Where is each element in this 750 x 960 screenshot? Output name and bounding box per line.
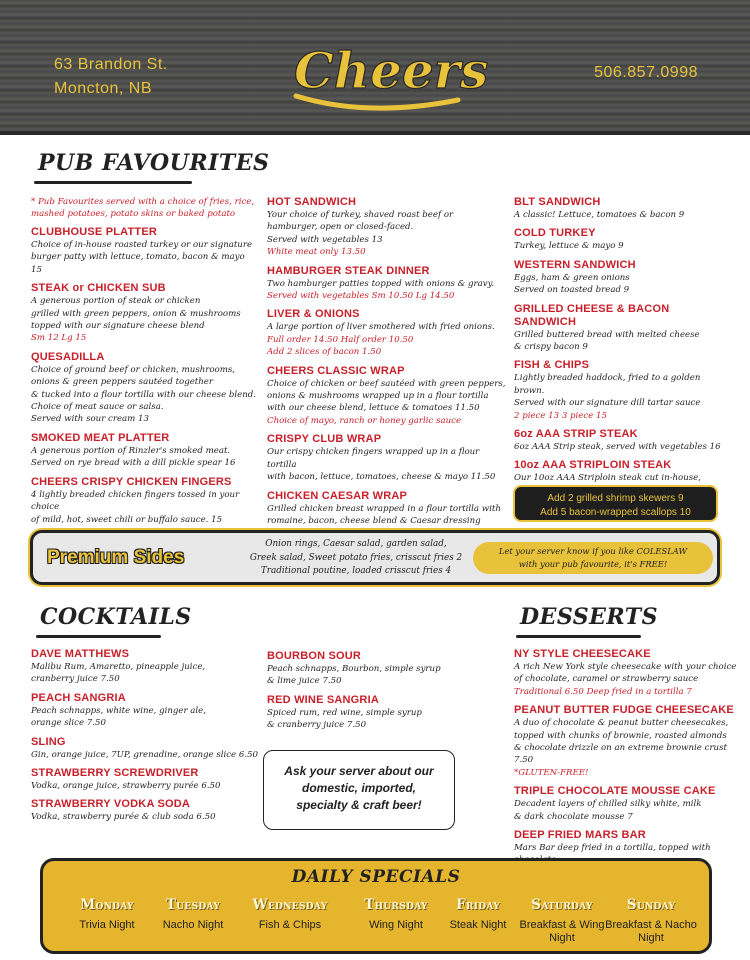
item-desc: cranberry juice 7.50 [31, 674, 120, 685]
item-desc: Served with vegetables 13 [267, 234, 383, 245]
daily-specials-title: DAILY SPECIALS [291, 867, 461, 887]
item-desc: burger patty with lettuce, tomato, bacon & mayo [31, 252, 245, 263]
day-special [601, 897, 701, 945]
item-price: Full order 14.50 Half order 10.50 [267, 334, 414, 345]
item-name: COLD TURKEY [514, 227, 596, 240]
day-special-text: Fish & Chips [258, 919, 322, 931]
menu-item [31, 798, 261, 823]
day-special [240, 897, 340, 932]
menu-item [31, 476, 256, 526]
phone-number: 506.857.0998 [594, 64, 698, 81]
item-name: DAVE MATTHEWS [31, 648, 130, 660]
item-desc: 6oz AAA Strip steak, served with vegetables 16 [514, 442, 721, 453]
item-desc: of mild, hot, sweet chili or buffalo sauce. 15 [31, 514, 223, 525]
item-desc: with our cheese blend, lettuce & tomatoes 11.50 [267, 403, 480, 414]
item-name: CRISPY CLUB WRAP [267, 433, 382, 446]
item-name: BOURBON SOUR [267, 650, 362, 662]
menu-item [31, 648, 261, 686]
item-name: WESTERN SANDWICH [514, 258, 636, 271]
item-desc: A rich New York style cheesecake with your choice [514, 662, 737, 672]
item-desc: A generous portion of Rinzler's smoked meat. [31, 445, 231, 456]
menu-item [267, 365, 507, 428]
item-name: DEEP FRIED MARS BAR [514, 829, 646, 842]
sides-line: Traditional poutine, loaded crisscut fries 4 [260, 566, 452, 576]
item-desc: Vodka, strawberry purée & club soda 6.50 [31, 812, 216, 823]
item-desc: onions & green peppers sautéed together [31, 377, 213, 388]
item-desc: topped with chunks of brownie, roasted almonds [514, 730, 727, 741]
coleslaw-note [473, 542, 713, 574]
item-desc: Eggs, ham & green onions [514, 272, 630, 283]
menu-item [267, 694, 487, 732]
item-desc: Served with sour cream 13 [31, 414, 149, 425]
address-line1: 63 Brandon St. [54, 56, 168, 73]
item-desc: A generous portion of steak or chicken [31, 296, 201, 307]
item-desc: 4 lightly breaded chicken fingers tossed in your choice [31, 489, 240, 513]
pub-favourites-col1 [31, 196, 256, 532]
day-special-text: Steak Night [449, 919, 507, 931]
item-desc: A duo of chocolate & peanut butter cheesecakes, [514, 718, 729, 729]
item-desc: & chocolate drizzle on an extreme brownie crust 7.50 [514, 743, 727, 766]
menu-item [267, 650, 487, 688]
item-desc: Peach schnapps, Bourbon, simple syrup [267, 664, 441, 674]
item-price: Traditional 6.50 Deep fried in a tortilla 7 [514, 686, 692, 697]
day-name: Saturday [531, 897, 593, 913]
day-special-text: Wing Night [369, 919, 423, 931]
menu-item [514, 227, 729, 252]
menu-item [267, 433, 507, 483]
item-price: Served with vegetables Sm 10.50 Lg 14.50 [267, 291, 455, 302]
item-name: PEANUT BUTTER FUDGE CHEESECAKE [514, 704, 734, 717]
item-desc: hamburger, open or closed-faced. [267, 222, 414, 233]
daily-specials-box [40, 858, 712, 954]
menu-item [31, 692, 261, 730]
item-name: PEACH SANGRIA [31, 691, 126, 704]
item-name: CHICKEN CAESAR WRAP [267, 489, 408, 502]
item-desc: onions & mushrooms wrapped up in a flour tortilla [267, 391, 489, 402]
item-desc: Served with our signature dill tartar sauce [514, 398, 701, 409]
menu-item [31, 282, 256, 345]
menu-item [514, 196, 729, 221]
item-desc: Vodka, orange juice, strawberry purée 6.50 [31, 781, 221, 792]
item-desc: of chocolate, caramel or strawberry sauce [514, 674, 699, 685]
day-special [512, 897, 612, 945]
menu-item [514, 428, 729, 453]
pub-favourites-title-text: PUB FAVOURITES [38, 150, 270, 176]
item-desc: Choice of meat sauce or salsa. [31, 402, 164, 413]
item-desc: Decadent layers of chilled silky white, milk [514, 799, 702, 810]
premium-sides-box [30, 530, 720, 585]
item-desc: topped with our signature cheese blend [31, 321, 205, 332]
beer-line: domestic, imported, [301, 781, 417, 795]
item-name: 10oz AAA STRIPLOIN STEAK [514, 459, 672, 472]
item-name: TRIPLE CHOCOLATE MOUSSE CAKE [514, 785, 716, 798]
item-desc: Two hamburger patties topped with onions & gravy. [267, 278, 495, 289]
item-desc: Our 10oz AAA Striploin steak cut in-house, [514, 473, 701, 484]
item-desc: Peach schnapps, white wine, ginger ale, [31, 705, 206, 716]
item-name: HOT SANDWICH [267, 196, 357, 208]
item-desc: Lightly breaded haddock, fried to a golden brown. [514, 373, 701, 396]
sides-note: * Pub Favourites served with a choice of fries, rice, mashed potatoes, potato skins or baked potato [31, 197, 255, 219]
item-price: *GLUTEN-FREE! [514, 767, 589, 778]
day-name: Friday [456, 897, 500, 913]
day-special [143, 897, 243, 932]
item-name: STEAK or CHICKEN SUB [31, 282, 166, 295]
premium-sides-title: Premium Sides [47, 547, 185, 568]
menu-item [267, 196, 507, 259]
item-desc: Served on toasted bread 9 [514, 285, 630, 296]
item-price: White meat only 13.50 [267, 247, 366, 258]
item-name: QUESADILLA [31, 350, 105, 363]
item-desc: Malibu Rum, Amaretto, pineapple juice, [31, 662, 206, 672]
cocktails-col1 [31, 648, 261, 830]
cheers-logo [288, 30, 489, 116]
day-name: Wednesday [252, 897, 328, 913]
item-desc: Mars Bar deep fried in a tortilla, topped with [514, 843, 711, 854]
addon-shrimp: Add 2 grilled shrimp skewers 9 [547, 493, 684, 504]
item-desc: Choice of chicken or beef sautéed with green peppers, [267, 378, 506, 389]
item-price: Choice of mayo, ranch or honey garlic sauce [267, 415, 462, 426]
day-name: Sunday [626, 897, 676, 913]
pub-favourites-col2 [267, 196, 507, 546]
menu-item [31, 351, 256, 426]
item-desc: Served on rye bread with a dill pickle spear 16 [31, 458, 236, 469]
item-name: CHEERS CLASSIC WRAP [267, 364, 405, 377]
desserts-title [520, 604, 658, 630]
item-desc: Our crispy chicken fingers wrapped up in a flour tortilla [267, 447, 480, 470]
beer-line: specialty & craft beer! [296, 798, 422, 812]
pub-favourites-col3 [514, 196, 729, 503]
day-name: Monday [80, 897, 134, 913]
item-desc: Grilled chicken breast wrapped in a flour tortilla with [267, 503, 501, 514]
item-name: GRILLED CHEESE & BACON SANDWICH [514, 302, 670, 328]
menu-item [514, 359, 729, 422]
item-desc: grilled with green peppers, onion & mushrooms [31, 308, 241, 319]
sides-line: Onion rings, Caesar salad, garden salad, [265, 539, 447, 549]
item-name: RED WINE SANGRIA [267, 693, 379, 706]
item-name: SLING [31, 735, 66, 748]
menu-item [514, 648, 739, 698]
item-name: STRAWBERRY VODKA SODA [31, 798, 191, 811]
day-special-text: Nacho Night [162, 919, 224, 931]
menu-item [31, 432, 256, 470]
item-desc: A large portion of liver smothered with fried onions. [267, 322, 495, 333]
item-name: NY STYLE CHEESECAKE [514, 648, 651, 660]
item-desc: Spiced rum, red wine, simple syrup [267, 707, 422, 718]
item-desc: & crispy bacon 9 [514, 342, 588, 353]
beer-line: Ask your server about our [284, 764, 434, 778]
address [54, 53, 168, 101]
item-name: CLUBHOUSE PLATTER [31, 226, 158, 238]
menu-item [514, 259, 729, 297]
item-desc: Choice of in-house roasted turkey or our signature [31, 240, 253, 250]
item-name: SMOKED MEAT PLATTER [31, 431, 170, 444]
item-desc: A classic! Lettuce, tomatoes & bacon 9 [514, 210, 685, 220]
item-desc: Your choice of turkey, shaved roast beef or [267, 210, 454, 220]
item-desc: & tucked into a flour tortilla with our cheese blend. [31, 389, 256, 400]
day-special-text: Trivia Night [79, 919, 135, 931]
item-desc: Gin, orange juice, 7UP, grenadine, orange slice 6.50 [31, 749, 259, 760]
menu-item [31, 767, 261, 792]
item-name: LIVER & ONIONS [267, 308, 360, 321]
pub-favourites-title [38, 150, 269, 176]
item-desc: 15 [31, 264, 42, 275]
desserts-title-text: DESSERTS [520, 604, 659, 630]
item-name: BLT SANDWICH [514, 196, 601, 208]
item-desc: & cranberry juice 7.50 [267, 720, 367, 731]
item-desc: Choice of ground beef or chicken, mushrooms, [31, 364, 236, 375]
day-special-text: Breakfast & Nacho Night [605, 919, 697, 944]
day-name: Thursday [364, 897, 428, 913]
item-name: FISH & CHIPS [514, 359, 590, 372]
item-desc: & dark chocolate mousse 7 [514, 811, 633, 822]
desserts-col [514, 648, 739, 885]
item-name: CHEERS CRISPY CHICKEN FINGERS [31, 475, 232, 488]
coleslaw-line: with your pub favourite, it's FREE! [518, 559, 668, 569]
beer-box [263, 750, 455, 830]
menu-item [514, 303, 729, 354]
item-desc: romaine, bacon, cheese blend & Caesar dressing [267, 515, 481, 526]
item-price: 2 piece 13 3 piece 15 [514, 410, 607, 421]
cocktails-col2 [267, 650, 487, 738]
item-desc: orange slice 7.50 [31, 718, 106, 729]
addon-box [513, 485, 718, 522]
coleslaw-line: Let your server know if you like COLESLAW [498, 546, 688, 556]
address-line2: Moncton, NB [54, 80, 152, 97]
menu-item [31, 736, 261, 761]
item-price: Sm 12 Lg 15 [31, 333, 87, 344]
item-extra: Add 2 slices of bacon 1.50 [267, 347, 382, 358]
header-banner [0, 0, 750, 135]
logo-text: Cheers [294, 41, 489, 100]
item-name: STRAWBERRY SCREWDRIVER [31, 767, 199, 780]
item-name: 6oz AAA STRIP STEAK [514, 428, 638, 441]
item-desc: Grilled buttered bread with melted cheese [514, 329, 700, 340]
menu-item [514, 704, 739, 779]
item-desc: Turkey, lettuce & mayo 9 [514, 241, 624, 252]
menu-item [267, 265, 507, 303]
item-desc: & lime juice 7.50 [267, 676, 342, 687]
cocktails-title [40, 604, 192, 630]
addon-scallops: Add 5 bacon-wrapped scallops 10 [540, 507, 691, 518]
day-special-text: Breakfast & Wing Night [519, 919, 605, 944]
sides-line: Greek salad, Sweet potato fries, crisscut fries 2 [249, 552, 463, 563]
menu-item [31, 226, 256, 276]
premium-sides-list [229, 538, 483, 579]
cocktails-title-text: COCKTAILS [40, 604, 192, 630]
day-name: Tuesday [165, 897, 221, 913]
menu-item [267, 308, 507, 358]
menu-item [514, 785, 739, 823]
item-name: HAMBURGER STEAK DINNER [267, 264, 430, 277]
day-special [57, 897, 157, 932]
item-desc: with bacon, lettuce, tomatoes, cheese & mayo 11.50 [267, 472, 496, 483]
